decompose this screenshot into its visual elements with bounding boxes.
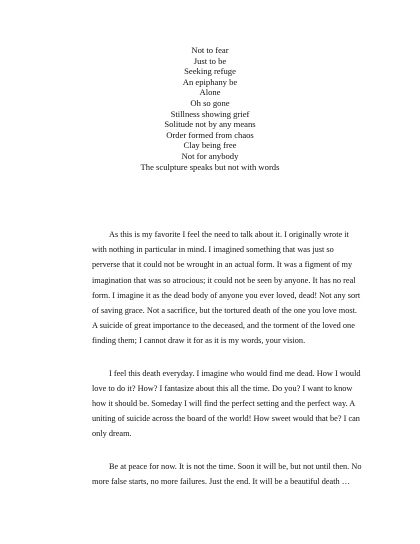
poem-line: Oh so gone xyxy=(190,97,230,108)
paragraph: Be at peace for now. It is not the time. Soon it will be, but not until then. No more false starts, no more failures. Just the end. It will be a beautiful death … xyxy=(92,461,362,486)
poem-line: Not for anybody xyxy=(181,150,239,161)
paragraph: As this is my favorite I feel the need to talk about it. I originally wrote it with nothing in particular in mind. I imagined something that was just so perverse that it could not be wrought in an actual form. It was a figment of my imagination that was so atrocious; it could not be seen by anyone. It has no real form. I imagine it as the dead body of anyone you ever loved, dead! Not any sort of saving grace. Not a sacrifice, but the tortured death of the one you love most. A suicide of great importance to the deceased, and the torment of the loved one finding them; I cannot draw it for as it is my words, your vision. xyxy=(92,230,361,346)
poem-tagline: The sculpture speaks but not with words xyxy=(140,162,280,172)
poem-line: Clay being free xyxy=(183,140,237,151)
poem xyxy=(0,45,420,162)
poem-line: Not to fear xyxy=(191,45,229,55)
poem-line: Just to be xyxy=(193,55,227,66)
poem-line: Solitude not by any means xyxy=(164,119,256,130)
poem-line: Alone xyxy=(199,87,221,98)
poem-line: Seeking refuge xyxy=(184,66,236,77)
poem-line: Order formed from chaos xyxy=(166,129,254,140)
paragraph: I feel this death everyday. I imagine who would find me dead. How I would love to do it? How? I fantasize about this all the time. Do you? I want to know how it should be. Someday I will find the perfect setting and the perfect way. A uniting of suicide across the board of the world! How sweet would that be? I can only dream. xyxy=(92,368,361,439)
prose-commentary xyxy=(92,227,362,506)
poem-line: An epiphany be xyxy=(182,76,238,87)
poem-line: Stillness showing grief xyxy=(170,108,250,119)
